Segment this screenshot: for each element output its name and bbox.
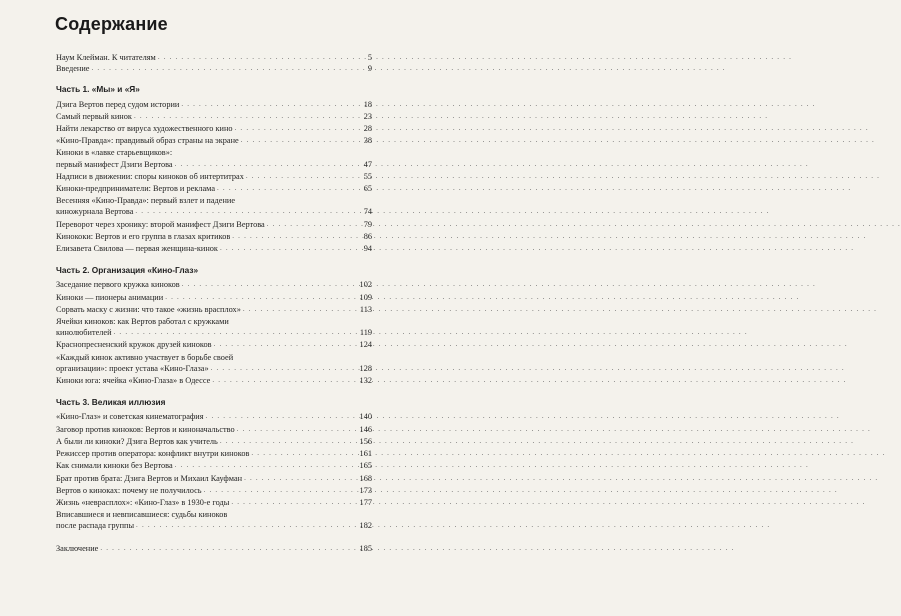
- toc-entry: [56, 219, 372, 230]
- toc-entry: [56, 147, 372, 169]
- toc-entry: [56, 424, 372, 435]
- toc-entry-title: Краснопресненский кружок друзей киноков: [56, 340, 212, 350]
- toc-entry-row: [56, 497, 372, 508]
- dot-leader: [175, 460, 358, 471]
- spacer: [56, 533, 372, 543]
- part-heading: Часть 2. Организация «Кино-Глаз»: [56, 265, 199, 276]
- toc-page-number: 182: [359, 521, 372, 531]
- toc-entry-row: [56, 473, 372, 484]
- toc-entry-title: Елизавета Свилова — первая женщина-кинок: [56, 244, 218, 254]
- dot-leader: [237, 424, 358, 435]
- toc-page-number: 38: [363, 136, 372, 146]
- toc-entry-title: Введение: [56, 64, 90, 74]
- toc-entry-title: Кинококи: Вертов и его группа в глазах критиков: [56, 231, 231, 241]
- toc-entry-row: [56, 436, 372, 447]
- toc-entry: [56, 316, 372, 338]
- toc-entry-row: [56, 99, 372, 110]
- toc-entry-row: [56, 304, 372, 315]
- toc-entry-title: Найти лекарство от вируса художественного кино: [56, 124, 233, 134]
- toc-entry-line: Киноки в «лавке старьевщиков»:: [56, 148, 173, 158]
- toc-entry: [56, 183, 372, 194]
- toc-page-number: 102: [359, 280, 372, 290]
- toc-entry-title: Заговор против киноков: Вертов и киноначальство: [56, 424, 235, 434]
- toc-entry-row: [56, 327, 372, 338]
- toc-page-number: 140: [359, 412, 372, 422]
- table-of-contents: [56, 52, 372, 554]
- toc-entry: [56, 243, 372, 254]
- toc-entry-row: [56, 123, 372, 134]
- toc-entry-row: [56, 243, 372, 254]
- toc-page-number: 168: [359, 473, 372, 483]
- toc-entry-title: «Кино-Правда»: правдивый образ страны на экране: [56, 136, 239, 146]
- toc-page-number: 47: [363, 159, 372, 169]
- toc-page-number: 165: [359, 461, 372, 471]
- toc-entry: [56, 111, 372, 122]
- toc-entry-title: Киноки юга: ячейка «Кино-Глаза» в Одессе: [56, 376, 211, 386]
- toc-entry-row: [56, 171, 372, 182]
- toc-page-number: 113: [359, 304, 372, 314]
- toc-entry: [56, 171, 372, 182]
- toc-entry-row: [56, 231, 372, 242]
- dot-leader: [211, 363, 358, 374]
- toc-page-number: 55: [363, 171, 372, 181]
- toc-entry-title: Дзига Вертов перед судом истории: [56, 99, 180, 109]
- dot-leader: [231, 497, 357, 508]
- toc-entry: [56, 339, 372, 350]
- toc-entry-title: А были ли киноки? Дзига Вертов как учитель: [56, 436, 218, 446]
- toc-page-number: 109: [359, 292, 372, 302]
- toc-entry-row: [56, 363, 372, 374]
- dot-leader: [204, 485, 358, 496]
- toc-entry-title: Брат против брата: Дзига Вертов и Михаил Кауфман: [56, 473, 243, 483]
- toc-entry: [56, 279, 372, 290]
- toc-entry: [56, 497, 372, 508]
- toc-entry-title: киножурнала Вертова: [56, 207, 134, 217]
- toc-entry-title: Самый первый кинок: [56, 111, 132, 121]
- toc-page-number: 94: [363, 244, 372, 254]
- spacer: [56, 74, 372, 84]
- toc-entry-row: [56, 183, 372, 194]
- toc-entry-title: Заседание первого кружка киноков: [56, 280, 180, 290]
- toc-entry-row: [56, 63, 372, 74]
- dot-leader: [175, 159, 358, 170]
- toc-entry-title: первый манифест Дзиги Вертова: [56, 159, 173, 169]
- toc-entry: [56, 352, 372, 374]
- toc-entry-row: [56, 135, 372, 146]
- toc-page-number: 28: [363, 124, 372, 134]
- toc-entry-row: [56, 411, 372, 422]
- toc-entry: [56, 448, 372, 459]
- toc-entry-title: организации»: проект устава «Кино-Глаза»: [56, 363, 209, 373]
- toc-entry: [56, 411, 372, 422]
- dot-leader: [214, 339, 358, 350]
- toc-entry-title: кинолюбителей: [56, 328, 112, 338]
- toc-entry-title: Надписи в движении: споры киноков об интертитрах: [56, 171, 244, 181]
- dot-leader: [206, 411, 358, 422]
- dot-leader: [232, 231, 358, 242]
- toc-entry-title: Наум Клейман. К читателям: [56, 53, 156, 62]
- toc-entry-title: Переворот через хронику: второй манифест Дзиги Вертова: [56, 219, 265, 229]
- toc-entry-line: «Каждый кинок активно участвует в борьбе своей: [56, 352, 234, 362]
- dot-leader: [158, 52, 358, 63]
- toc-page-number: 74: [363, 207, 372, 217]
- toc-page-number: 161: [359, 449, 372, 459]
- toc-entry-row: [56, 448, 372, 459]
- toc-entry: [56, 304, 372, 315]
- toc-entry: [56, 195, 372, 217]
- toc-page-number: 173: [359, 485, 372, 495]
- toc-entry-line: Вписавшиеся и невписавшиеся: судьбы киноков: [56, 510, 228, 520]
- toc-page-number: 23: [363, 111, 372, 121]
- toc-entry-row: [56, 52, 372, 63]
- toc-entry-row: [56, 543, 372, 554]
- dot-leader: [136, 520, 358, 531]
- dot-leader: [220, 436, 358, 447]
- toc-entry-row: [56, 111, 372, 122]
- toc-entry-title: после распада группы: [56, 521, 135, 531]
- toc-page-number: 119: [359, 328, 372, 338]
- toc-page-number: 132: [359, 376, 372, 386]
- toc-page-number: 79: [363, 219, 372, 229]
- toc-entry-title: Как снимали киноки без Вертова: [56, 461, 173, 471]
- toc-page-number: 5: [367, 53, 372, 62]
- spacer: [56, 387, 372, 397]
- toc-entry-row: [56, 292, 372, 303]
- toc-entry-row: [56, 460, 372, 471]
- toc-entry: [56, 375, 372, 386]
- toc-entry-title: Вертов о киноках: почему не получилось: [56, 485, 202, 495]
- toc-entry-row: [56, 424, 372, 435]
- part-heading: Часть 3. Великая иллюзия: [56, 397, 166, 408]
- toc-page-number: 124: [359, 340, 372, 350]
- toc-entry-title: Режиссер против оператора: конфликт внутри киноков: [56, 449, 250, 459]
- toc-entry-title: Киноки — пионеры анимации: [56, 292, 164, 302]
- toc-entry: [56, 509, 372, 531]
- toc-entry: [56, 460, 372, 471]
- toc-entry-row: [56, 279, 372, 290]
- toc-entry-row: [56, 375, 372, 386]
- part-heading: Часть 1. «Мы» и «Я»: [56, 84, 140, 95]
- toc-entry: [56, 485, 372, 496]
- toc-page-number: 128: [359, 363, 372, 373]
- dot-leader: [251, 448, 357, 459]
- dot-leader: [91, 63, 358, 74]
- toc-entry-row: [56, 206, 372, 217]
- toc-entry: [56, 292, 372, 303]
- dot-leader: [100, 543, 357, 554]
- dot-leader: [241, 135, 358, 146]
- toc-page-number: 18: [363, 99, 372, 109]
- toc-page-number: 86: [363, 231, 372, 241]
- toc-entry-line: Весенняя «Кино-Правда»: первый взлет и падение: [56, 196, 236, 206]
- dot-leader: [165, 292, 357, 303]
- toc-entry: [56, 99, 372, 110]
- toc-entry-row: [56, 339, 372, 350]
- dot-leader: [246, 171, 358, 182]
- toc-page-number: 185: [359, 543, 372, 553]
- dot-leader: [244, 473, 357, 484]
- dot-leader: [243, 304, 358, 315]
- toc-entry-row: [56, 159, 372, 170]
- toc-entry-row: [56, 520, 372, 531]
- toc-entry-row: [56, 485, 372, 496]
- dot-leader: [220, 243, 358, 254]
- dot-leader: [267, 219, 358, 230]
- dot-leader: [114, 327, 358, 338]
- toc-entry-row: [56, 219, 372, 230]
- page-title: Содержание: [55, 14, 168, 34]
- toc-page-number: 156: [359, 436, 372, 446]
- dot-leader: [182, 279, 358, 290]
- dot-leader: [217, 183, 358, 194]
- spacer: [56, 255, 372, 265]
- toc-entry-line: Ячейки киноков: как Вертов работал с кружками: [56, 317, 229, 327]
- toc-entry-title: «Кино-Глаз» и советская кинематография: [56, 412, 204, 422]
- toc-entry-title: Киноки-предприниматели: Вертов и реклама: [56, 184, 216, 194]
- toc-page-number: 65: [363, 184, 372, 194]
- toc-entry: [56, 135, 372, 146]
- dot-leader: [212, 375, 357, 386]
- dot-leader: [135, 206, 358, 217]
- toc-entry: [56, 436, 372, 447]
- toc-entry-title: Жизнь «неврасплох»: «Кино-Глаз» в 1930-е годы: [56, 497, 230, 507]
- toc-entry: [56, 231, 372, 242]
- toc-entry-title: Сорвать маску с жизни: что такое «жизнь врасплох»: [56, 304, 241, 314]
- book-page: [0, 0, 400, 616]
- toc-entry-title: Заключение: [56, 543, 99, 553]
- toc-entry: [56, 123, 372, 134]
- toc-page-number: 146: [359, 424, 372, 434]
- toc-page-number: 9: [367, 64, 372, 74]
- dot-leader: [235, 123, 358, 134]
- dot-leader: [181, 99, 358, 110]
- dot-leader: [134, 111, 358, 122]
- toc-entry: [56, 473, 372, 484]
- toc-page-number: 177: [359, 497, 372, 507]
